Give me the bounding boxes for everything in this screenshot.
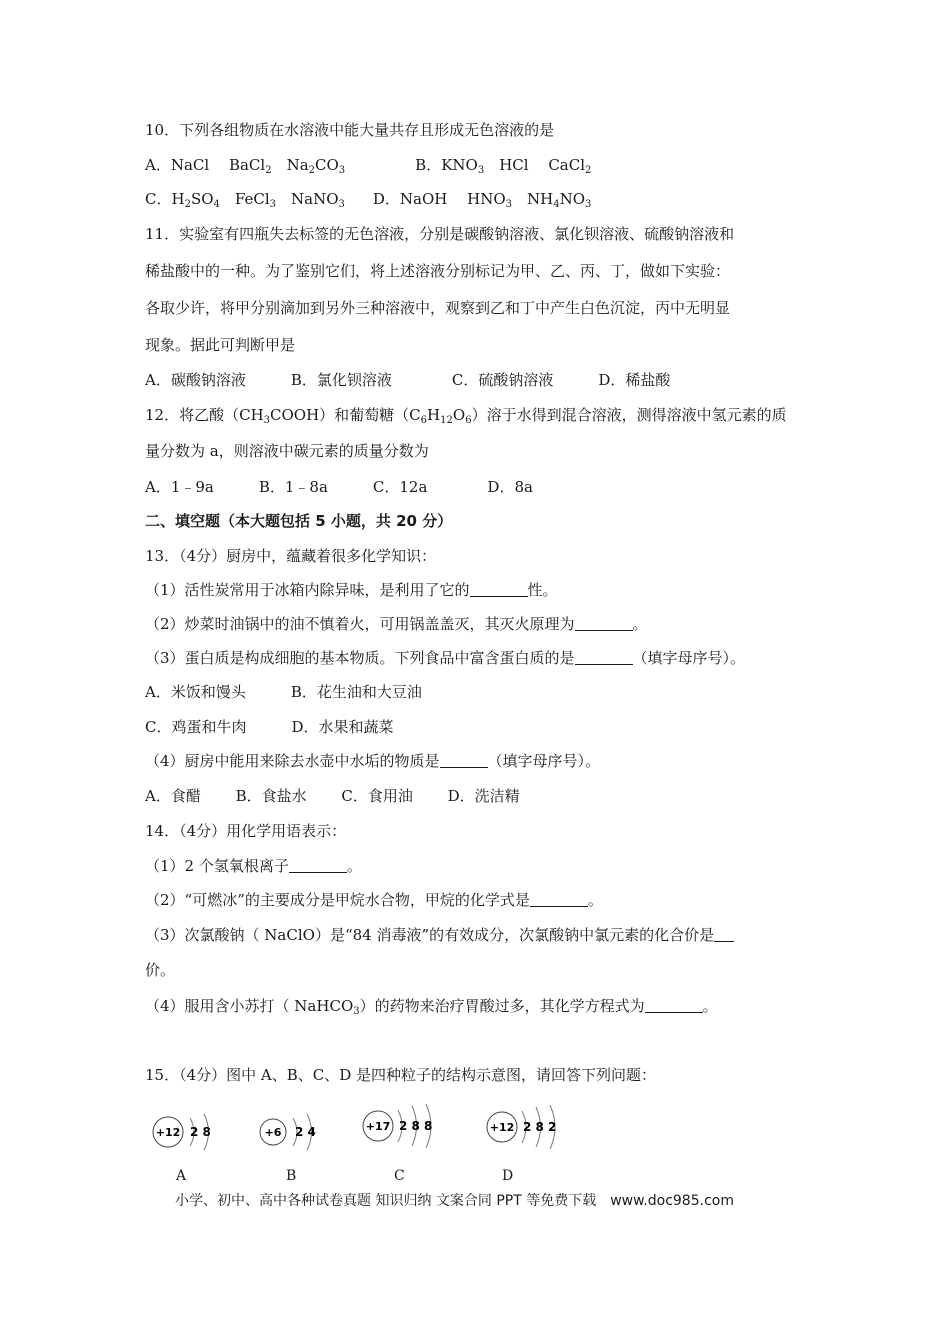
- answer-blank[interactable]: [575, 616, 633, 631]
- atom-label-b: B: [286, 1168, 297, 1184]
- q11-line-3: 各取少许，将甲分别滴加到另外三种溶液中，观察到乙和丁中产生白色沉淀，丙中无明显: [145, 299, 731, 317]
- q13-part-1: （1）活性炭常用于冰箱内除异味，是利用了它的 性。: [145, 581, 558, 599]
- svg-text:+12: +12: [155, 1126, 181, 1139]
- q13-part-3: （3）蛋白质是构成细胞的基本物质。下列食品中富含蛋白质的是 （填字母序号）。: [145, 649, 746, 667]
- q12-line-2: 量分数为 a，则溶液中碳元素的质量分数为: [145, 442, 429, 460]
- atom-label-a: A: [176, 1168, 187, 1184]
- svg-text:2 8: 2 8: [190, 1125, 211, 1139]
- atom-label-d: D: [502, 1168, 514, 1184]
- answer-blank[interactable]: [440, 753, 488, 768]
- q14-part-4: （4）服用含小苏打（ NaHCO$_3$）的药物来治疗胃酸过多，其化学方程式为 。: [145, 997, 718, 1017]
- q14-stem: 14．（4分）用化学用语表示：: [145, 822, 347, 840]
- q14-part-3: （3）次氯酸钠（ NaClO）是“84 消毒液”的有效成分，次氯酸钠中氯元素的化合价是: [145, 925, 734, 945]
- q13-part-3-options-ab: A．米饭和馒头 B．花生油和大豆油: [145, 683, 422, 701]
- svg-text:2 4: 2 4: [295, 1125, 316, 1139]
- q14-part-1: （1）2 个氢氧根离子 。: [145, 857, 362, 875]
- q13-part-4-options: A．食醋 B．食盐水 C．食用油 D．洗洁精: [145, 787, 520, 805]
- q12-options: A．1﹣9a B．1﹣8a C．12a D．8a: [145, 478, 533, 496]
- q13-stem: 13．（4分）厨房中，蕴藏着很多化学知识：: [145, 547, 437, 565]
- q11-line-4: 现象。据此可判断甲是: [145, 336, 296, 354]
- atom-diagram-c: [362, 1102, 462, 1156]
- q13-part-4: （4）厨房中能用来除去水壶中水垢的物质是 （填字母序号）。: [145, 752, 601, 770]
- svg-text:+17: +17: [365, 1120, 391, 1133]
- answer-blank[interactable]: [575, 650, 633, 665]
- q10-options-ab: A．NaCl BaCl$_2$ $Na_2CO_3$ B．$KNO_3$ HCl CaCl$_2$: [145, 156, 592, 176]
- page-footer: 小学、初中、高中各种试卷真题 知识归纳 文案合同 PPT 等免费下载 www.doc985.com: [175, 1193, 734, 1209]
- atom-label-c: C: [394, 1168, 405, 1184]
- answer-blank[interactable]: [470, 582, 528, 597]
- atom-diagram-b: [257, 1108, 347, 1162]
- q12-line-1: 12．将乙酸$(CH_3COOH)$和葡萄糖$(C_6H_{12}O_6)$溶于水得到混合溶液，测得溶液中氢元素的质: [145, 406, 787, 426]
- q10-options-cd: C．$H_2SO_4$ FeCl$_3$ NaNO$_3$ D．NaOH $HNO_3$ $NH_4NO_3$: [145, 190, 592, 210]
- q10-stem: 10．下列各组物质在水溶液中能大量共存且形成无色溶液的是: [145, 121, 555, 139]
- svg-text:2 8 2: 2 8 2: [523, 1120, 557, 1134]
- q13-part-2: （2）炒菜时油锅中的油不慎着火，可用锅盖盖灭，其灭火原理为 。: [145, 615, 648, 633]
- answer-blank[interactable]: [714, 927, 734, 942]
- q14-part-3-cont: 价。: [145, 961, 176, 979]
- q15-stem: 15．（4分）图中 A、B、C、D 是四种粒子的结构示意图，请回答下列问题：: [145, 1066, 657, 1084]
- q13-part-3-options-cd: C．鸡蛋和牛肉 D．水果和蔬菜: [145, 718, 394, 736]
- answer-blank[interactable]: [289, 858, 347, 873]
- answer-blank[interactable]: [530, 892, 588, 907]
- section-heading: 二、填空题（本大题包括 5 小题，共 20 分）: [145, 512, 453, 530]
- q11-line-1: 11．实验室有四瓶失去标签的无色溶液，分别是碳酸钠溶液、氯化钡溶液、硫酸钠溶液和: [145, 225, 735, 243]
- answer-blank[interactable]: [645, 998, 703, 1013]
- svg-text:+6: +6: [264, 1126, 282, 1139]
- svg-text:2 8 8: 2 8 8: [399, 1119, 433, 1133]
- q11-options: A．碳酸钠溶液 B．氯化钡溶液 C．硫酸钠溶液 D．稀盐酸: [145, 371, 671, 389]
- svg-text:+12: +12: [489, 1121, 515, 1134]
- q14-part-2: （2）“可燃冰”的主要成分是甲烷水合物，甲烷的化学式是 。: [145, 891, 603, 909]
- atom-diagram-a: [150, 1108, 240, 1162]
- q11-line-2: 稀盐酸中的一种。为了鉴别它们，将上述溶液分别标记为甲、乙、丙、丁，做如下实验：: [145, 262, 731, 280]
- atom-diagram-d: [486, 1103, 586, 1157]
